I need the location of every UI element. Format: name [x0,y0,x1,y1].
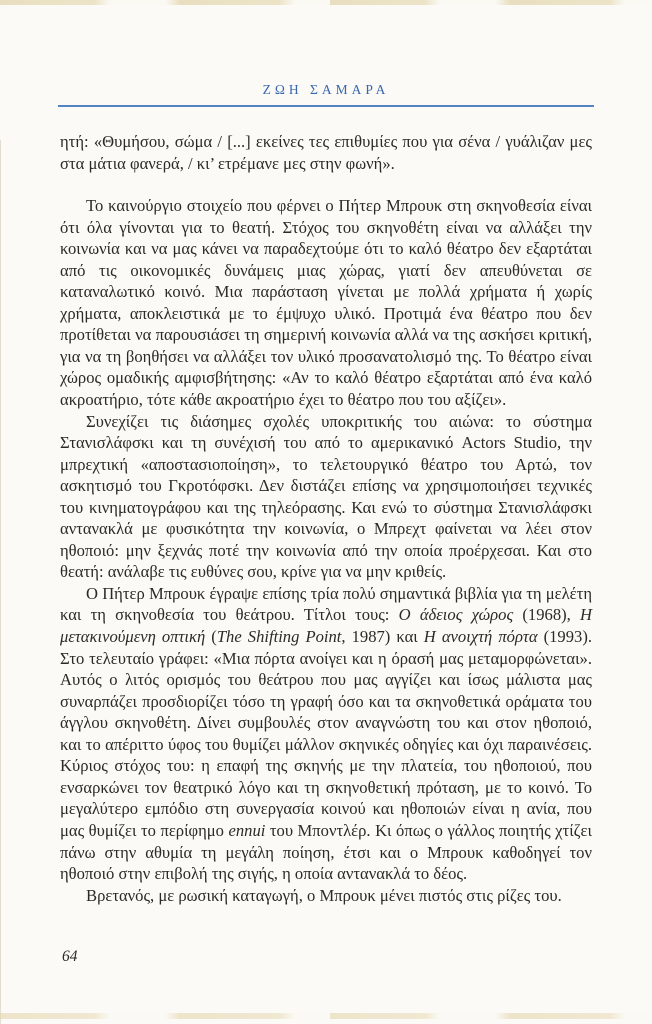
paragraph [60,131,592,174]
text-run: (1968), [513,605,581,625]
scan-edge-left [0,140,1,1024]
page-number: 64 [62,948,78,965]
page-title: ΖΩΗ ΣΑΜΑΡΑ [262,82,390,97]
text-run: Συνεχίζει τις διάσημες σχολές υποκριτικής του αιώνα: το σύστημα Στανισλάφσκι και τη συνέχισή του από το αμερικανικό Actors Studio, την μπρεχτική «αποστασιοποίηση», το τελετουργικό θέατρο του Αρτώ, τον ασκητισμό του Γκροτόφσκι. Δεν διστάζει επίσης να χρησιμοποιήσει τεχνικές του κινηματογράφου και της τηλεόρασης. Και ενώ το σύστημα Στανισλάφσκι αντανακλά με φυσικότητα την κοινωνία, ο Μπρεχτ φαίνεται να λέει στον ηθοποιό: μην ξεχνάς ποτέ την κοινωνία από την οποία προέρχεσαι. Και στο θεατή: ανάλαβε τις ευθύνες σου, κρίνε για να μην κριθείς. [60,411,592,582]
text-run: Ο Πήτερ Μπρουκ έγραψε επίσης τρία πολύ σημαντικά βιβλία για τη μελέτη και τη σκηνοθεσία του θεάτρου. Τίτλοι τους: [60,583,592,625]
text-run: ( [205,627,217,647]
paragraph [60,583,592,885]
text-run: (1993). Στο τελευταίο γράφει: «Μια πόρτα ανοίγει και η όρασή μας μεταμορφώνεται». Αυτός ο λιτός ορισμός του θεάτρου που μας αγγίζει και ίσως μάλιστα μας συναρπάζει προσδιορίζει τόσο τη γραφή όσο και τα σκηνοθετικά οράματα του άγγλου σκηνοθέτη. Δίνει συμβουλές στον αναγνώστη του και στον ηθοποιό, και το απέριττο ύφος του θυμίζει μάλλον σκηνικές οδηγίες και όχι παραινέσεις. Κύριος στόχος του: η επαφή της σκηνής με την πλατεία, του ηθοποιού, που ενσαρκώνει τον θεατρικό λόγο και τη σκηνοθετική πρόταση, με το κοινό. Το μεγαλύτερο εμπόδιο στη συνεργασία κοινού και ηθοποιών είναι η ανία, που μας θυμίζει το περίφημο [60,627,592,840]
text-run: του Μποντλέρ. Κι όπως ο γάλλος ποιητής χτίζει πάνω στην αθυμία τη μεγάλη ποίηση, έτσι και ο Μπρουκ καθοδηγεί τον ηθοποιό στην επιβολή της σιγής, η οποία αντανακλά το δέος. [60,820,592,884]
header-rule [58,105,594,107]
text-run: ητή: «Θυμήσου, σώμα / [...] εκείνες τες επιθυμίες που για σένα / γυάλιζαν μες στα μάτια φανερά, / κι’ ετρέμανε μες στην φωνή». [60,132,592,173]
running-header [58,82,594,98]
scan-edge-top [0,0,652,5]
italic-text-run: ennui [228,820,266,840]
italic-text-run: The Shifting Point [216,627,342,647]
italic-text-run: Ο άδειος χώρος [398,605,514,625]
paragraph [60,885,592,907]
italic-text-run: Η μετακινούμενη οπτική [60,605,593,647]
paragraph [60,195,592,410]
text-run: Το καινούργιο στοιχείο που φέρνει ο Πήτερ Μπρουκ στη σκηνοθεσία είναι ότι όλα γίνονται για το θεατή. Στόχος του σκηνοθέτη είναι να αλλάξει την κοινωνία και να μας κάνει να παραδεχτούμε ότι το καλό θέατρο δεν εξαρτάται από τις οικονομικές δυνάμεις μιας χώρας, γιατί δεν απευθύνεται σε καταναλωτικό κοινό. Μια παράσταση γίνεται με πολλά χρήματα ή χωρίς χρήματα, αποκλειστικά με το έμψυχο υλικό. Προτιμά ένα θέατρο που δεν προτίθεται να παρουσιάσει τη σημερινή κοινωνία αλλά να της ασκήσει κριτική, για να τη βοηθήσει να αλλάξει τον υλικό προσανατολισμό της. Το θέατρο είναι χώρος ομαδικής αμφισβήτησης: «Αν το καλό θέατρο εξαρτάται από ένα καλό ακροατήριο, τότε κάθε ακροατήριο έχει το θέατρο που του αξίζει». [60,196,592,410]
italic-text-run: Η ανοιχτή πόρτα [423,627,538,647]
text-run: , 1987) και [341,627,424,647]
paragraph [60,411,592,583]
scan-edge-bottom [0,1013,652,1019]
text-run: Βρετανός, με ρωσική καταγωγή, ο Μπρουκ μένει πιστός στις ρίζες του. [86,885,562,905]
page-body [60,131,592,906]
